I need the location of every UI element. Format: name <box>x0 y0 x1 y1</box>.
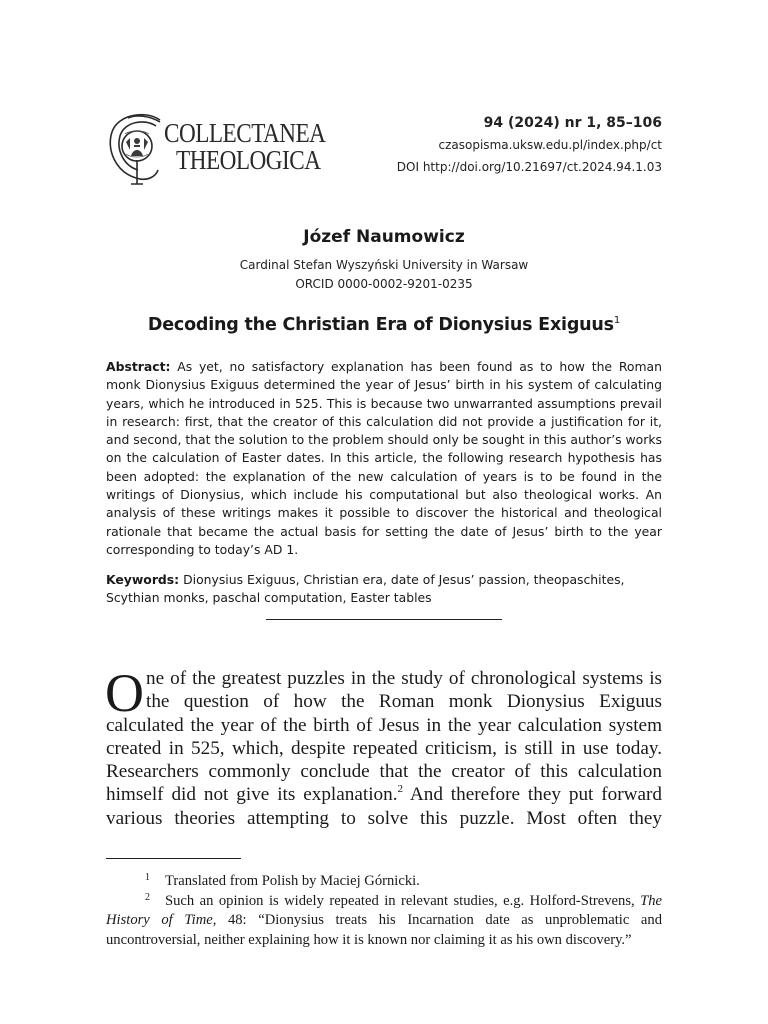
author-affiliation: Cardinal Stefan Wyszyński University in Warsaw <box>239 258 529 272</box>
abstract <box>106 358 662 559</box>
footnote: 1 Translated from Polish by Maciej Górnicki. <box>145 872 420 889</box>
keywords-text: Dionysius Exiguus, Christian era, date of Jesus’ passion, theopaschites, Scythian monks, paschal computation, Easter tables <box>106 572 625 606</box>
title-footnote-ref: 1 <box>613 315 621 326</box>
drop-cap: O <box>105 663 144 723</box>
keywords-label: Keywords: <box>106 572 180 587</box>
logo-line-1: COLLECTANEA <box>164 118 326 148</box>
author-name: Józef Naumowicz <box>303 227 465 247</box>
author-affiliation-block <box>0 256 768 294</box>
issue-info: 94 (2024) nr 1, 85–106 <box>483 115 662 131</box>
journal-logo <box>106 112 336 188</box>
footnote-text-a: Such an opinion is widely repeated in relevant studies, e.g. Holford-Strevens, <box>165 892 641 909</box>
author-orcid: ORCID 0000-0002-9201-0235 <box>295 277 473 291</box>
journal-logo-text <box>164 120 325 174</box>
journal-emblem-icon <box>106 112 170 186</box>
body-paragraph <box>105 663 662 830</box>
abstract-text: As yet, no satisfactory explanation has been found as to how the Roman monk Dionysius Exiguus determined the year of Jesus’ birth in his system of calculating years, which he introduced in 525. This is because two unwarranted assumptions prevail in research: first, that the creator of this calculation did not provide a justification for it, and second, that the solution to the problem should only be sought in this author’s works on the calculation of Easter dates. In this article, the following research hypothesis has been adopted: the explanation of the new calculation of years is to be found in the writings of Dionysius, which include his computational but also theological works. An analysis of these writings makes it possible to discover the historical and theological rationale that became the actual basis for setting the date of Jesus’ birth to the year corresponding to today’s AD 1. <box>106 359 662 557</box>
footnote-book-title: The History of Time <box>106 892 662 929</box>
journal-url[interactable]: czasopisma.uksw.edu.pl/index.php/ct <box>438 138 662 152</box>
footnotes <box>106 872 662 950</box>
footnote-text-b: , 48: “Dionysius treats his Incarnation date as unproblematic and uncontroversial, neither explaining how it is known nor claiming it as his own discovery.” <box>106 912 662 948</box>
section-divider <box>266 619 502 620</box>
footnote: 2 Such an opinion is widely repeated in relevant studies, e.g. Holford-Strevens, The History of Time, 48: “Dionysius treats his Incarnation date as unproblematic and uncontroversial, neither explaining how it is known nor claiming it as his own discovery.” <box>106 891 662 948</box>
article-title <box>0 315 768 335</box>
body-text-part-1: ne of the greatest puzzles in the study of chronological systems is the question of how the Roman monk Dionysius Exiguus calculated the year of the birth of Jesus in the year calculation system created in 525, which, despite repeated criticism, is still in use today. Researchers commonly conclude that the creator of this calculation himself did not give its explanation. <box>106 668 662 806</box>
logo-line-2: THEOLOGICA <box>176 145 321 175</box>
title-text: Decoding the Christian Era of Dionysius Exiguus <box>147 315 614 335</box>
journal-meta <box>397 112 662 178</box>
footnote-divider <box>106 858 241 859</box>
footnote-text <box>106 893 662 948</box>
footnote-text: Translated from Polish by Maciej Górnicki. <box>165 873 420 889</box>
doi-link[interactable]: DOI http://doi.org/10.21697/ct.2024.94.1.03 <box>396 160 662 174</box>
keywords <box>106 571 662 608</box>
body-text-part-2: And therefore they put forward various theories attempting to solve this puzzle. Most often they <box>106 784 662 829</box>
body-footnote-ref: 2 <box>397 783 404 796</box>
abstract-label: Abstract: <box>106 359 171 374</box>
